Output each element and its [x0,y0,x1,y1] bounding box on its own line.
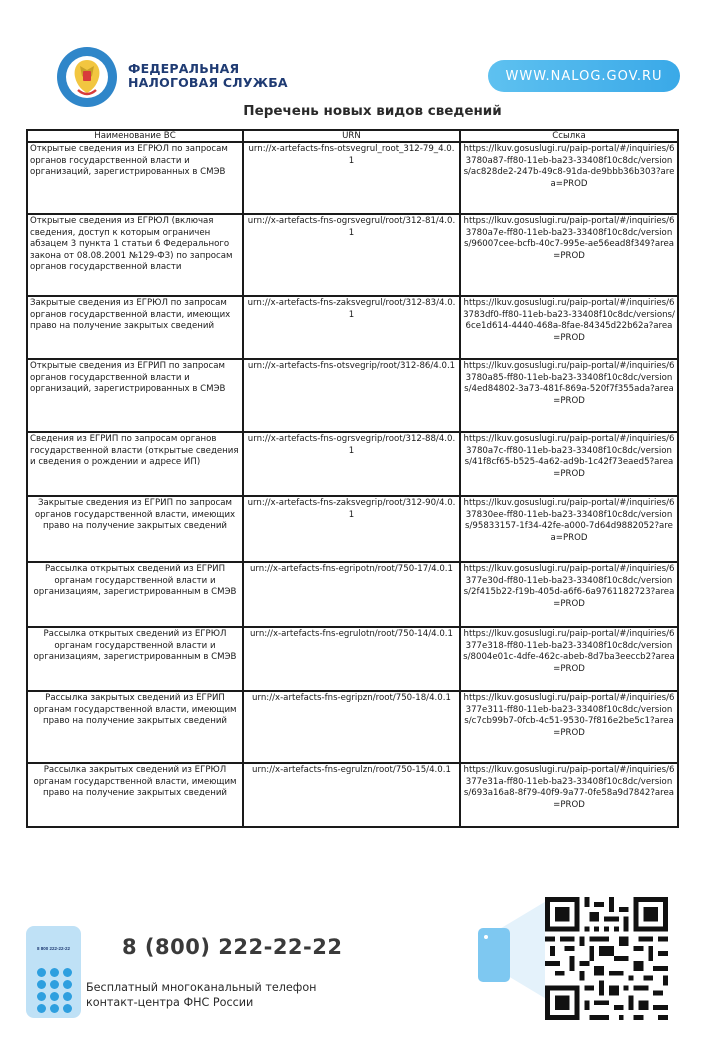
table-row [27,142,678,214]
qr-code-icon[interactable] [545,897,668,1020]
cell-link[interactable]: https://lkuv.gosuslugi.ru/paip-portal/#/inquiries/6377e318-ff80-11eb-ba23-33408f10c8dc/versions/8004e01c-4dfe-462c-abeb-8d7ba3eeccb2?area=PROD [460,627,678,691]
cell-urn: urn://x-artefacts-fns-egrulzn/root/750-15/4.0.1 [243,763,460,827]
hotline-description-line1: Бесплатный многоканальный телефон [86,981,317,994]
cell-name: Закрытые сведения из ЕГРИП по запросам органов государственной власти, имеющих право на получение закрытых сведений [27,496,243,562]
cell-urn: urn://x-artefacts-fns-egrulotn/root/750-14/4.0.1 [243,627,460,691]
hotline-number[interactable]: 8 (800) 222-22-22 [122,935,343,959]
cell-link[interactable]: https://lkuv.gosuslugi.ru/paip-portal/#/inquiries/63780a7c-ff80-11eb-ba23-33408f10c8dc/versions/41f8cf65-b525-4a62-ad9b-1c42f73eaed5?area=PROD [460,432,678,496]
cell-urn: urn://x-artefacts-fns-ogrsvegrip/root/312-88/4.0.1 [243,432,460,496]
org-name-line1: ФЕДЕРАЛЬНАЯ [128,61,240,76]
cell-name: Рассылка открытых сведений из ЕГРЮЛ органам государственной власти и организациям, зарегистрированным в СМЭВ [27,627,243,691]
cell-link[interactable]: https://lkuv.gosuslugi.ru/paip-portal/#/inquiries/63780a7e-ff80-11eb-ba23-33408f10c8dc/versions/96007cee-bcfb-40c7-995e-ae56ead8f349?area=PROD [460,214,678,296]
cell-name: Открытые сведения из ЕГРИП по запросам органов государственной власти и организаций, зарегистрированных в СМЭВ [27,359,243,432]
table-row [27,562,678,627]
table-row [27,627,678,691]
cell-name: Закрытые сведения из ЕГРЮЛ по запросам органов государственной власти, имеющих право на получение закрытых сведений [27,296,243,359]
phone-card-number: 8 800 222-22-22 [36,946,71,951]
cell-name: Рассылка закрытых сведений из ЕГРИП органам государственной власти, имеющим право на получение закрытых сведений [27,691,243,763]
smartphone-icon [478,928,510,982]
cell-urn: urn://x-artefacts-fns-egripotn/root/750-17/4.0.1 [243,562,460,627]
cell-urn: urn://x-artefacts-fns-otsvegrip/root/312-86/4.0.1 [243,359,460,432]
page-title: Перечень новых видов сведений [243,103,502,119]
website-link[interactable]: WWW.NALOG.GOV.RU [488,60,680,92]
cell-urn: urn://x-artefacts-fns-otsvegrul_root_312-79_4.0.1 [243,142,460,214]
cell-link[interactable]: https://lkuv.gosuslugi.ru/paip-portal/#/inquiries/637830ee-ff80-11eb-ba23-33408f10c8dc/versions/95833157-1f34-42fe-a000-7d64d9882052?area=PROD [460,496,678,562]
table-row [27,763,678,827]
cell-urn: urn://x-artefacts-fns-zaksvegrul/root/312-83/4.0.1 [243,296,460,359]
cell-name: Сведения из ЕГРИП по запросам органов государственной власти (открытые сведения и сведения о рождении и адресе ИП) [27,432,243,496]
column-header-name: Наименование ВС [27,130,243,142]
cell-link[interactable]: https://lkuv.gosuslugi.ru/paip-portal/#/inquiries/6377e311-ff80-11eb-ba23-33408f10c8dc/versions/c7cb99b7-0fcb-4c51-9530-7f816e2be5c1?area=PROD [460,691,678,763]
table-row [27,296,678,359]
org-name-line2: НАЛОГОВАЯ СЛУЖБА [128,75,288,90]
cell-link[interactable]: https://lkuv.gosuslugi.ru/paip-portal/#/inquiries/63780a85-ff80-11eb-ba23-33408f10c8dc/versions/4ed84802-3a73-481f-869a-520f7f355ada?area=PROD [460,359,678,432]
cell-name: Открытые сведения из ЕГРЮЛ по запросам органов государственной власти и организаций, зарегистрированных в СМЭВ [27,142,243,214]
table-row [27,496,678,562]
column-header-link: Ссылка [460,130,678,142]
org-name [128,62,288,90]
table-row [27,691,678,763]
phone-card-icon [26,926,81,1018]
table-row [27,359,678,432]
cell-link[interactable]: https://lkuv.gosuslugi.ru/paip-portal/#/inquiries/63780a87-ff80-11eb-ba23-33408f10c8dc/versions/ac828de2-247b-49c8-91da-de9bbb36b303?area=PROD [460,142,678,214]
cell-link[interactable]: https://lkuv.gosuslugi.ru/paip-portal/#/inquiries/63783df0-ff80-11eb-ba23-33408f10c8dc/versions/6ce1d614-4440-468a-8fae-84345d22b62a?area=PROD [460,296,678,359]
cell-name: Рассылка открытых сведений из ЕГРИП органам государственной власти и организациям, зарегистрированным в СМЭВ [27,562,243,627]
keypad-icon [37,968,73,1013]
cell-name: Открытые сведения из ЕГРЮЛ (включая сведения, доступ к которым ограничен абзацем 3 пункта 1 статьи 6 Федерального закона от 08.08.2001 №129-ФЗ) по запросам органов государственной власти [27,214,243,296]
column-header-urn: URN [243,130,460,142]
cell-link[interactable]: https://lkuv.gosuslugi.ru/paip-portal/#/inquiries/6377e30d-ff80-11eb-ba23-33408f10c8dc/versions/2f415b22-f19b-405d-a6f6-6a9761182723?area=PROD [460,562,678,627]
services-table [26,129,679,828]
cell-urn: urn://x-artefacts-fns-zaksvegrip/root/312-90/4.0.1 [243,496,460,562]
hotline-description-line2: контакт-центра ФНС России [86,996,254,1009]
table-header-row [27,130,678,142]
cell-link[interactable]: https://lkuv.gosuslugi.ru/paip-portal/#/inquiries/6377e31a-ff80-11eb-ba23-33408f10c8dc/versions/693a16a8-8f79-40f9-9a77-0fe58a9d7842?area=PROD [460,763,678,827]
table-row [27,432,678,496]
hotline-description [86,980,317,1010]
cell-urn: urn://x-artefacts-fns-egripzn/root/750-18/4.0.1 [243,691,460,763]
fns-logo-icon [56,46,118,108]
table-row [27,214,678,296]
cell-urn: urn://x-artefacts-fns-ogrsvegrul/root/312-81/4.0.1 [243,214,460,296]
cell-name: Рассылка закрытых сведений из ЕГРЮЛ органам государственной власти, имеющим право на получение закрытых сведений [27,763,243,827]
